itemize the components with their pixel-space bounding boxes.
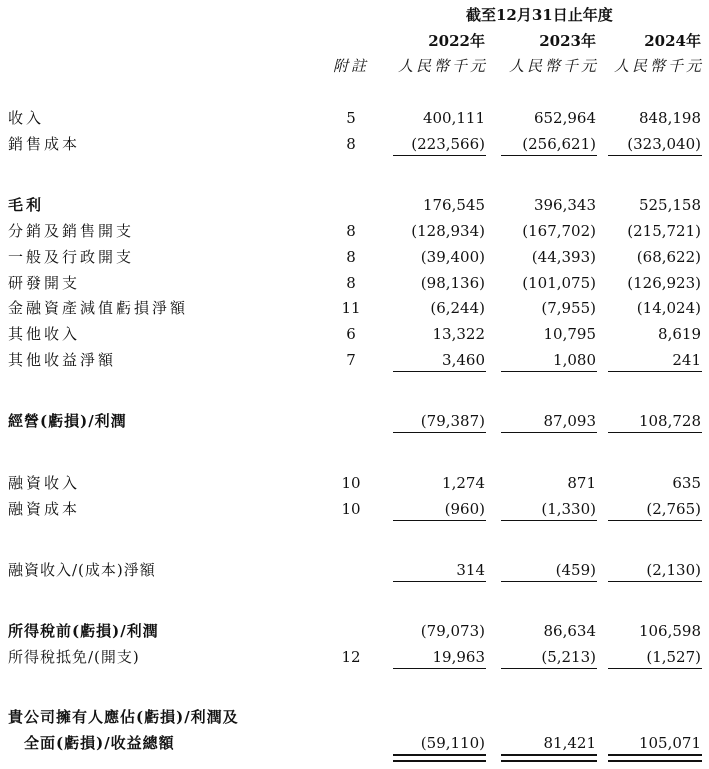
subtotal-rule <box>501 155 597 156</box>
value-2022: (128,934) <box>411 222 485 240</box>
row-label-finance-costs: 融資成本 <box>8 500 81 518</box>
subtotal-rule <box>608 668 702 669</box>
row-label-revenue: 收入 <box>8 109 45 127</box>
value-2022: (39,400) <box>420 248 485 266</box>
note-column-header: 附註 <box>332 57 369 75</box>
row-note: 7 <box>346 351 356 369</box>
row-note: 6 <box>346 325 356 343</box>
subtotal-rule <box>393 668 486 669</box>
year-2023-header: 2023年 <box>539 32 596 50</box>
row-label-gross-profit: 毛利 <box>8 196 45 214</box>
value-2023: 81,421 <box>543 734 596 752</box>
value-2022: (960) <box>444 500 485 518</box>
value-2023: (44,393) <box>531 248 596 266</box>
currency-2023: 人民幣千元 <box>508 57 599 75</box>
row-note: 11 <box>341 299 361 317</box>
value-2024: 108,728 <box>638 412 701 430</box>
row-label-operating-result: 經營(虧損)/利潤 <box>8 412 127 430</box>
subtotal-rule <box>393 581 486 582</box>
row-label-admin-expenses: 一般及行政開支 <box>8 248 135 266</box>
value-2022: 3,460 <box>442 351 485 369</box>
value-2022: (79,387) <box>420 412 485 430</box>
total-double-rule <box>608 754 702 762</box>
row-label-rnd-expenses: 研發開支 <box>8 274 81 292</box>
row-label-other-income: 其他收入 <box>8 325 81 343</box>
row-label-attributable-result: 貴公司擁有人應佔(虧損)/利潤及 <box>8 708 239 726</box>
row-note: 8 <box>346 222 356 240</box>
value-2022: 400,111 <box>422 109 485 127</box>
subtotal-rule <box>501 520 597 521</box>
value-2024: 8,619 <box>658 325 701 343</box>
value-2022: (59,110) <box>420 734 485 752</box>
value-2023: 10,795 <box>543 325 596 343</box>
value-2024: (323,040) <box>627 135 701 153</box>
value-2023: (459) <box>555 561 596 579</box>
row-note: 12 <box>341 648 361 666</box>
value-2023: (5,213) <box>541 648 596 666</box>
row-note: 8 <box>346 248 356 266</box>
subtotal-rule <box>501 432 597 433</box>
subtotal-rule <box>393 371 486 372</box>
value-2024: 241 <box>672 351 701 369</box>
subtotal-rule <box>608 520 702 521</box>
row-note: 10 <box>341 474 361 492</box>
value-2022: 19,963 <box>432 648 485 666</box>
subtotal-rule <box>393 520 486 521</box>
value-2024: 848,198 <box>638 109 701 127</box>
value-2024: (68,622) <box>636 248 701 266</box>
value-2024: (2,765) <box>646 500 701 518</box>
row-note: 8 <box>346 135 356 153</box>
value-2022: (6,244) <box>430 299 485 317</box>
row-label-impairment: 金融資產減值虧損淨額 <box>8 299 189 317</box>
value-2022: (98,136) <box>420 274 485 292</box>
row-label-income-tax: 所得稅抵免/(開支) <box>8 648 140 666</box>
value-2024: (126,923) <box>627 274 701 292</box>
value-2023: 871 <box>567 474 596 492</box>
row-label-finance-income: 融資收入 <box>8 474 81 492</box>
value-2022: (223,566) <box>411 135 485 153</box>
row-label-pretax-result: 所得稅前(虧損)/利潤 <box>8 622 159 640</box>
row-note: 5 <box>346 109 356 127</box>
row-label-net-finance: 融資收入/(成本)淨額 <box>8 561 156 579</box>
value-2023: 1,080 <box>553 351 596 369</box>
total-double-rule <box>501 754 597 762</box>
currency-2024: 人民幣千元 <box>613 57 704 75</box>
value-2023: (167,702) <box>522 222 596 240</box>
total-double-rule <box>393 754 486 762</box>
value-2022: 314 <box>456 561 485 579</box>
value-2023: 396,343 <box>533 196 596 214</box>
value-2023: (256,621) <box>522 135 596 153</box>
row-note: 8 <box>346 274 356 292</box>
value-2024: 635 <box>672 474 701 492</box>
value-2022: 1,274 <box>442 474 485 492</box>
value-2023: (101,075) <box>522 274 596 292</box>
value-2024: (14,024) <box>636 299 701 317</box>
row-label-selling-expenses: 分銷及銷售開支 <box>8 222 135 240</box>
currency-2022: 人民幣千元 <box>397 57 488 75</box>
row-label-cost-of-sales: 銷售成本 <box>8 135 81 153</box>
value-2022: (79,073) <box>420 622 485 640</box>
value-2023: (7,955) <box>541 299 596 317</box>
value-2023: 86,634 <box>543 622 596 640</box>
value-2023: 652,964 <box>533 109 596 127</box>
subtotal-rule <box>608 432 702 433</box>
row-note: 10 <box>341 500 361 518</box>
subtotal-rule <box>608 155 702 156</box>
value-2024: 105,071 <box>638 734 701 752</box>
year-2022-header: 2022年 <box>428 32 485 50</box>
subtotal-rule <box>501 668 597 669</box>
value-2023: 87,093 <box>543 412 596 430</box>
value-2023: (1,330) <box>541 500 596 518</box>
value-2024: (1,527) <box>646 648 701 666</box>
value-2022: 13,322 <box>432 325 485 343</box>
year-2024-header: 2024年 <box>644 32 701 50</box>
period-title: 截至12月31日止年度 <box>466 6 613 24</box>
subtotal-rule <box>608 581 702 582</box>
subtotal-rule <box>501 581 597 582</box>
value-2022: 176,545 <box>422 196 485 214</box>
value-2024: 525,158 <box>638 196 701 214</box>
row-label-other-gains: 其他收益淨額 <box>8 351 117 369</box>
value-2024: (215,721) <box>627 222 701 240</box>
value-2024: 106,598 <box>638 622 701 640</box>
subtotal-rule <box>608 371 702 372</box>
value-2024: (2,130) <box>646 561 701 579</box>
subtotal-rule <box>393 155 486 156</box>
subtotal-rule <box>501 371 597 372</box>
subtotal-rule <box>393 432 486 433</box>
row-label-total-comprehensive: 全面(虧損)/收益總額 <box>24 734 175 752</box>
